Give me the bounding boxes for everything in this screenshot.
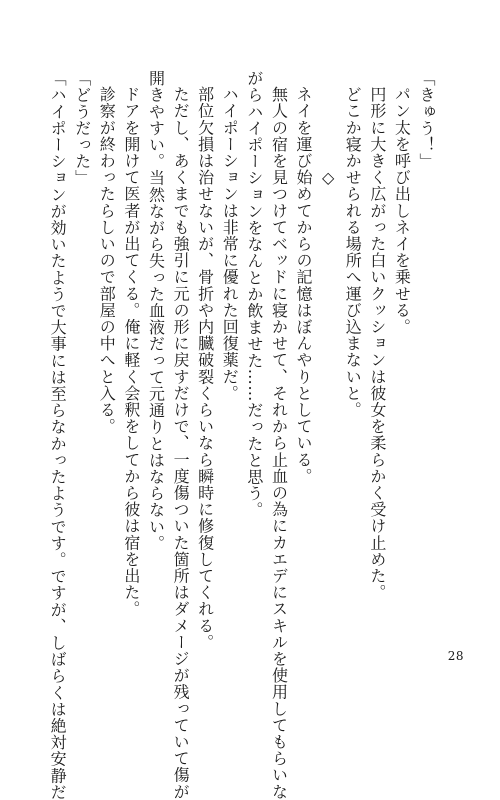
narration-line: パン太を呼び出しネイを乗せる。 [392, 86, 412, 335]
dialogue-line: 「どうだった」 [72, 70, 92, 187]
narration-line: 無人の宿を見つけてベッドに寝かせて、それから止血の為にカエデにスキルを使用してもらいな [269, 86, 289, 800]
vertical-body-text [45, 70, 439, 800]
narration-line: ネイを運び始めてからの記憶はぼんやりとしている。 [294, 86, 314, 485]
narration-line: ハイポーションは非常に優れた回復薬だ。 [220, 86, 240, 402]
narration-line: 開きやすい。当然ながら失った血液だって元通りとはならない。 [146, 70, 166, 552]
narration-line: がらハイポーションをなんとか飲ませた……だったと思う。 [244, 70, 264, 519]
narration-line: ただし、あくまでも強引に元の形に戻すだけで、一度傷ついた箇所はダメージが残っていて傷が [171, 86, 191, 800]
narration-line: 診察が終わったらしいので部屋の中へと入る。 [97, 86, 117, 435]
narration-line: ドアを開けて医者が出てくる。俺に軽く会釈をしてから彼は宿を出た。 [121, 86, 141, 618]
scene-break-diamond: ◇ [318, 168, 338, 188]
narration-line: どこか寝かせられる場所へ運び込まないと。 [343, 86, 363, 418]
dialogue-line: 「きゅう！」 [417, 70, 436, 170]
dialogue-line: 「ハイポーションが効いたようで大事には至らなかったようです。ですが、しばらくは絶対安静だ [48, 70, 68, 800]
page-number: 28 [447, 649, 464, 663]
narration-line: 部位欠損は治せないが、骨折や内臓破裂くらいなら瞬時に修復してくれる。 [195, 86, 215, 651]
narration-line: 円形に大きく広がった白いクッションは彼女を柔らかく受け止めた。 [367, 86, 387, 601]
